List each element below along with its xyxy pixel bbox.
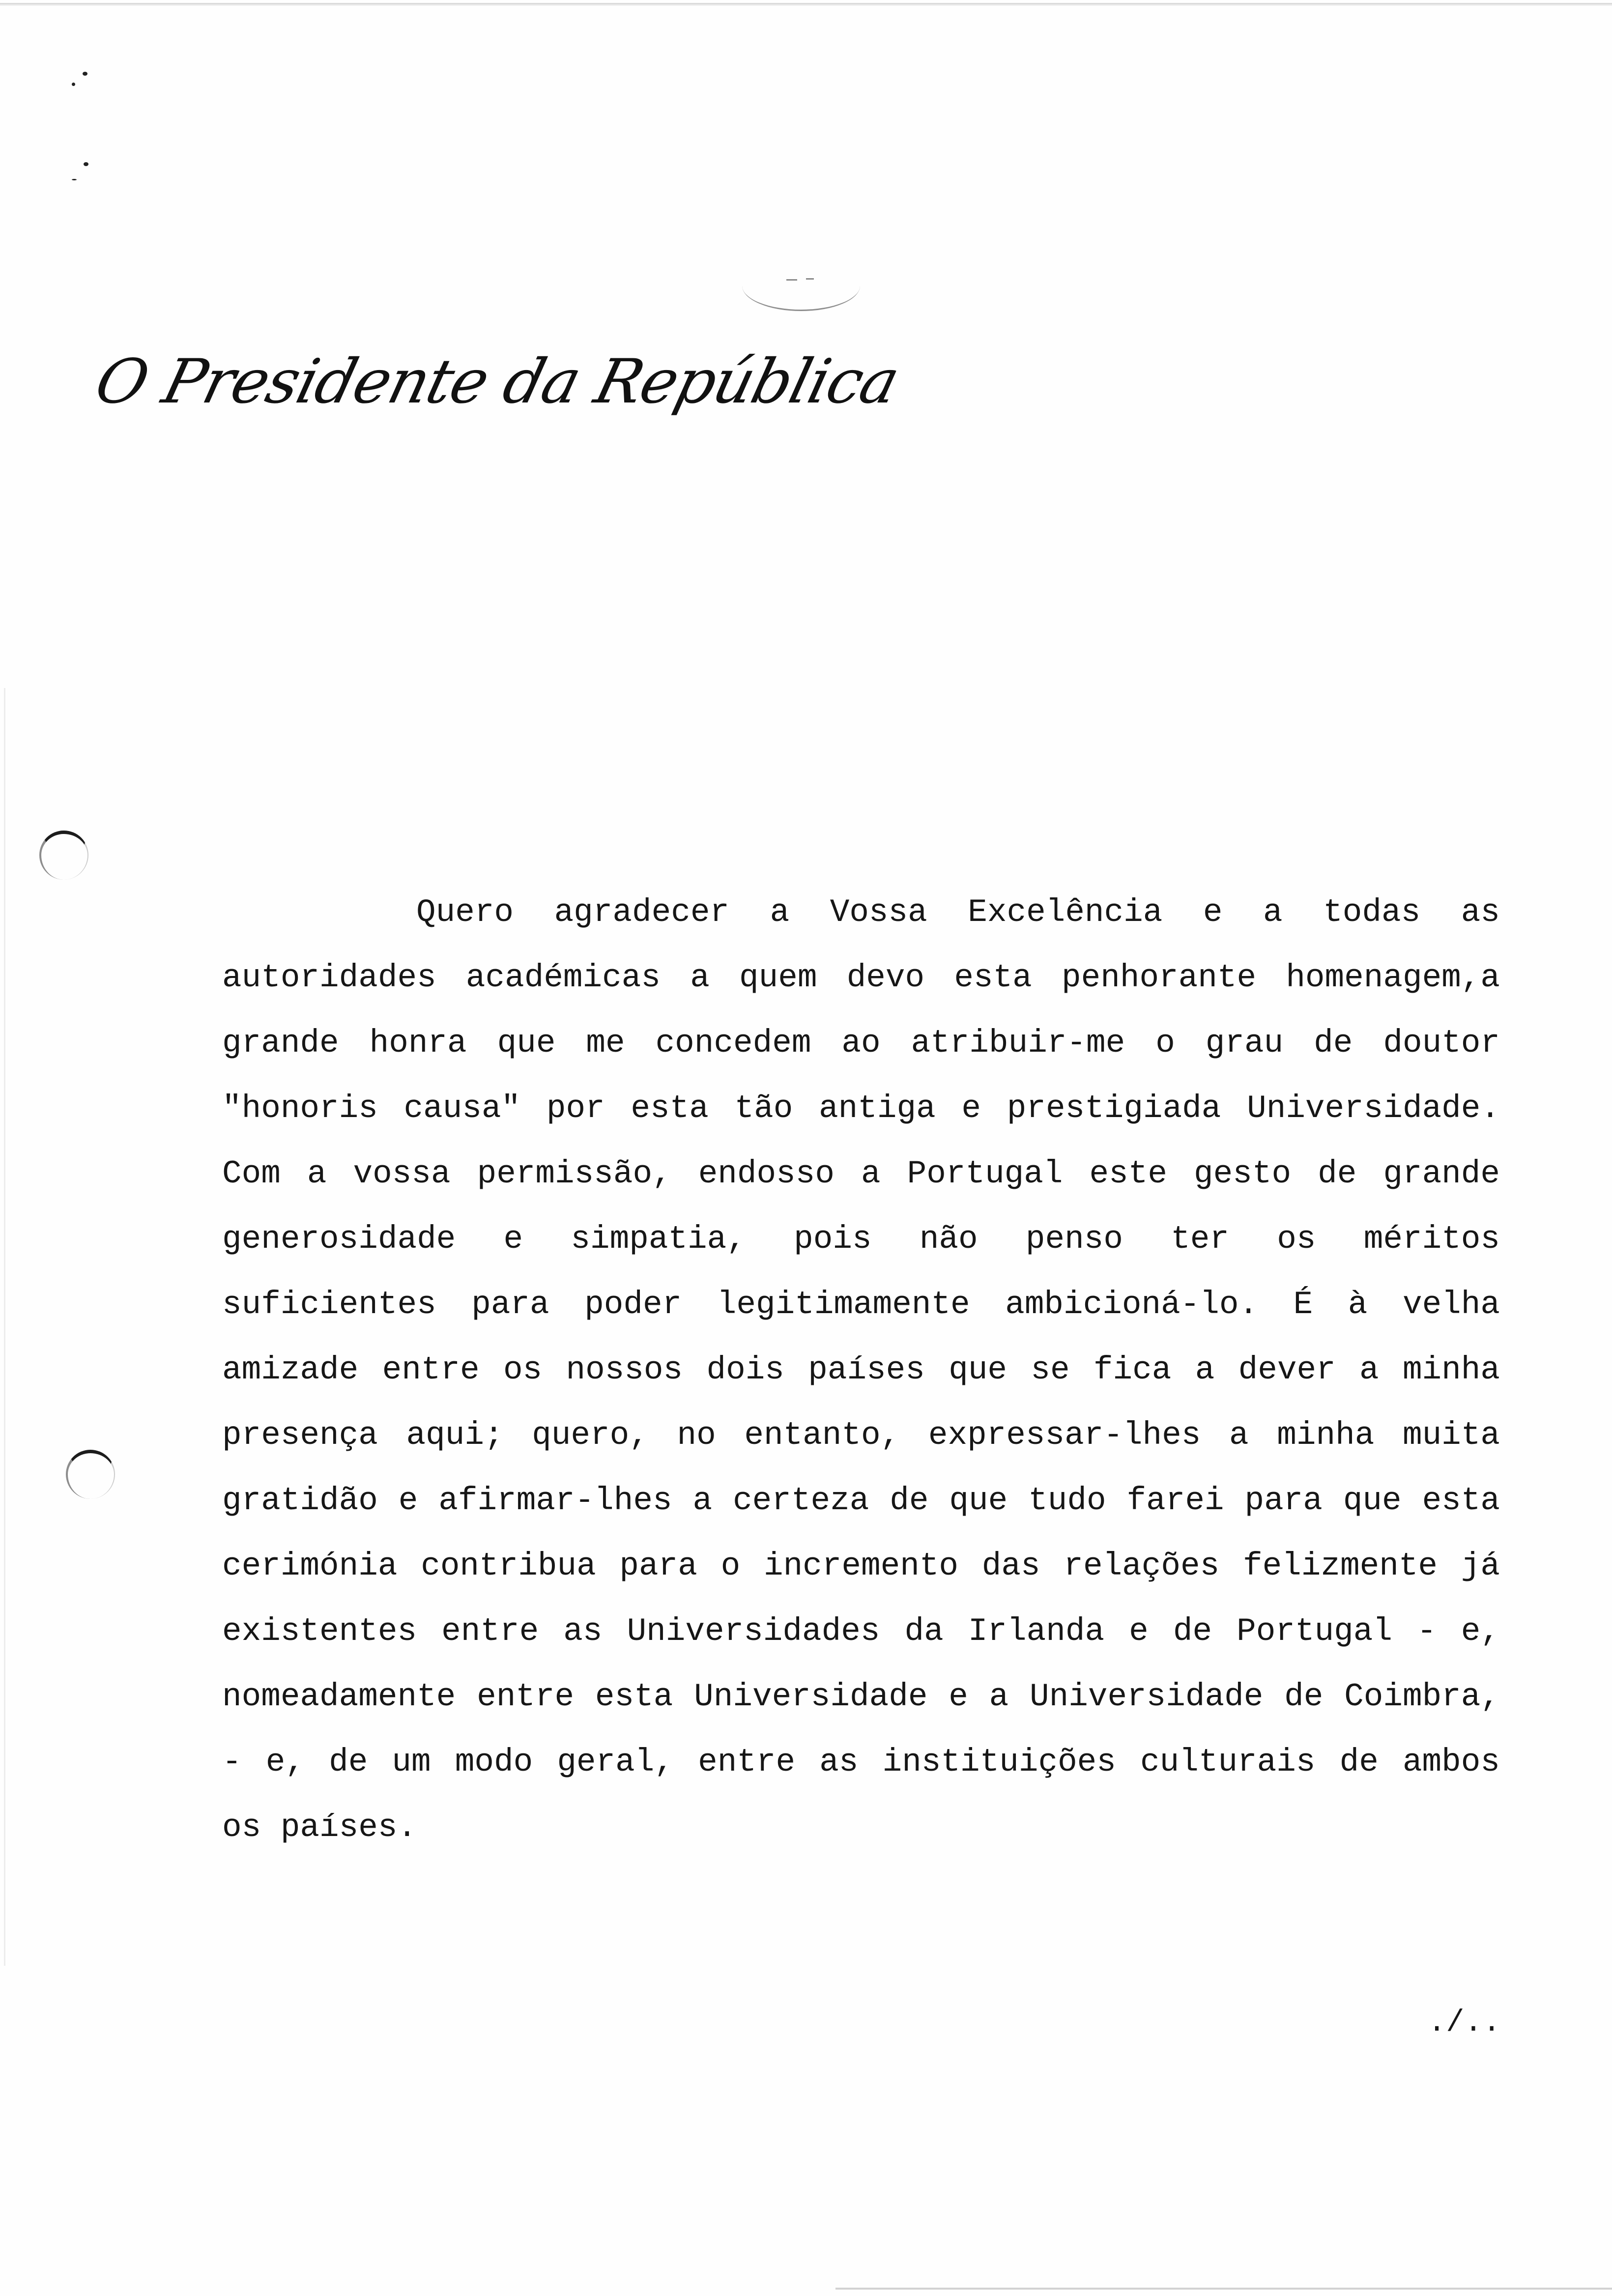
body-line: amizade entre os nossos dois países que se fica a dever a minha	[222, 1351, 1500, 1388]
body-line: "honoris causa" por esta tão antiga e prestigiada Universidade.	[222, 1090, 1500, 1127]
body-line: suficientes para poder legitimamente ambicioná-lo. É à velha	[222, 1286, 1500, 1323]
faint-stamp-arc	[742, 260, 860, 311]
letterhead-title: O Presidente da República	[88, 346, 906, 417]
body-line: cerimónia contribua para o incremento das relações felizmente já	[222, 1548, 1500, 1584]
body-line: os países.	[222, 1809, 417, 1846]
punch-hole-upper	[39, 831, 88, 880]
body-line: generosidade e simpatia, pois não penso ter os méritos	[222, 1221, 1500, 1258]
body-line: nomeadamente entre esta Universidade e a Universidade de Coimbra,	[222, 1678, 1500, 1715]
faint-stamp-dash	[806, 278, 814, 280]
body-line: Quero agradecer a Vossa Excelência e a todas as	[416, 894, 1500, 931]
body-line: presença aqui; quero, no entanto, expressar-lhes a minha muita	[222, 1417, 1500, 1454]
binder-mark-1	[83, 72, 87, 76]
binder-mark-2	[72, 83, 75, 86]
binder-mark-4	[72, 179, 77, 180]
body-line: autoridades académicas a quem devo esta penhorante homenagem,a	[222, 959, 1500, 996]
body-line: - e, de um modo geral, entre as instituições culturais de ambos	[222, 1744, 1500, 1780]
continuation-mark: ./..	[1428, 2005, 1501, 2040]
letter-body	[222, 880, 1500, 1860]
scan-edge-left	[4, 688, 5, 1966]
scan-edge-top	[0, 3, 1612, 6]
faint-stamp-dash	[786, 279, 797, 281]
body-line: existentes entre as Universidades da Irlanda e de Portugal - e,	[222, 1613, 1500, 1650]
body-line: gratidão e afirmar-lhes a certeza de que tudo farei para que esta	[222, 1482, 1500, 1519]
body-line: Com a vossa permissão, endosso a Portugal este gesto de grande	[222, 1155, 1500, 1192]
scan-edge-bottom	[835, 2288, 1612, 2290]
punch-hole-lower	[66, 1450, 115, 1499]
body-line: grande honra que me concedem ao atribuir-me o grau de doutor	[222, 1025, 1500, 1062]
binder-mark-3	[84, 162, 88, 166]
